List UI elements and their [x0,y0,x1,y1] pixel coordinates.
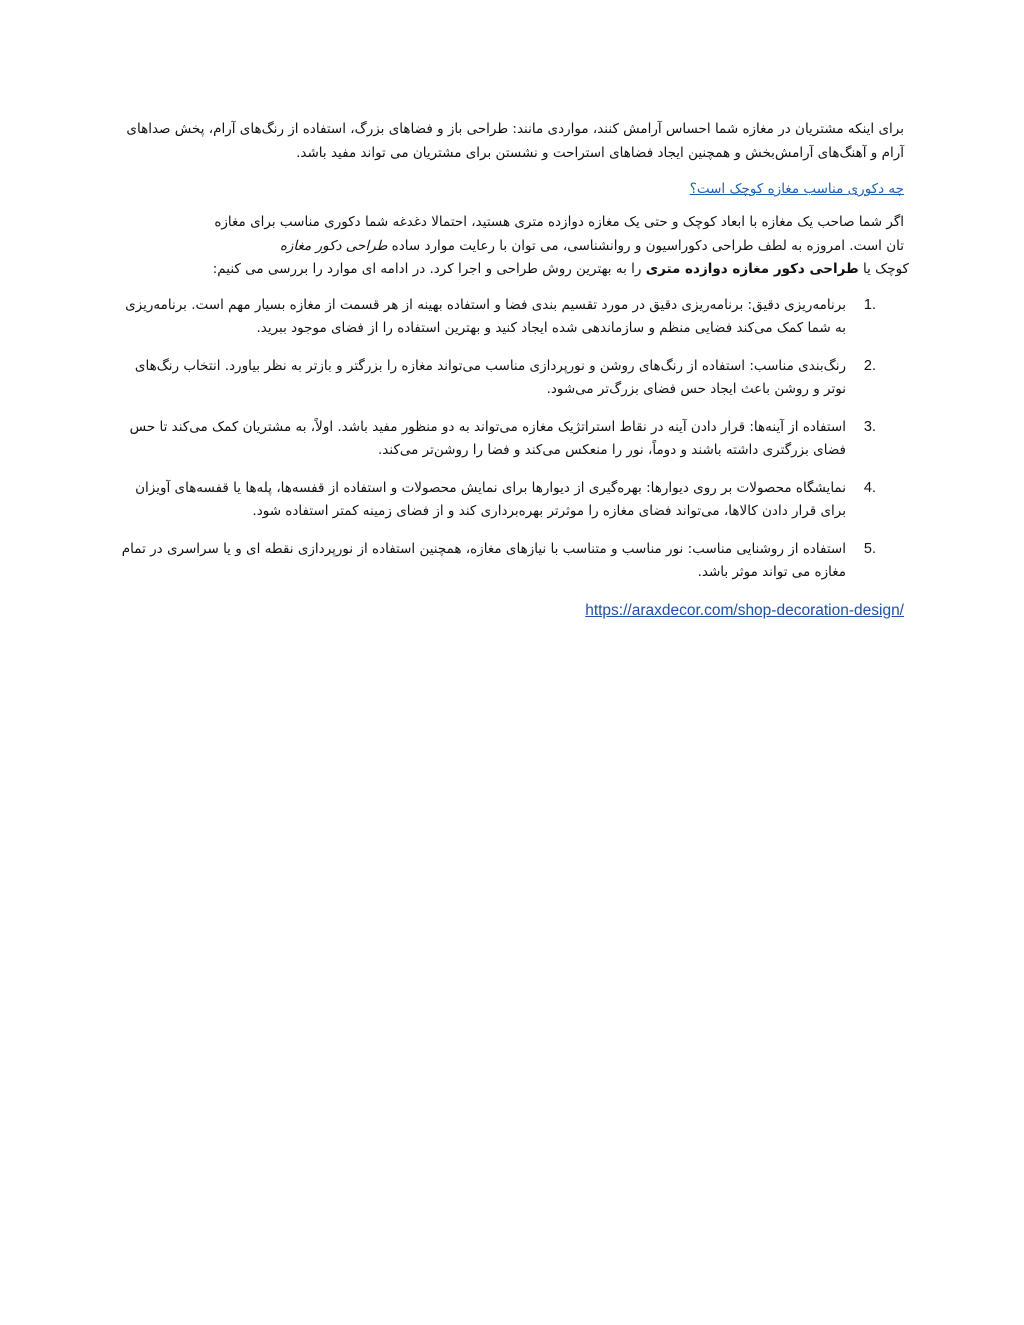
tips-list [110,294,904,585]
list-item-number: 3. [863,418,876,435]
list-item-number: 4. [863,479,876,496]
list-item-text: نمایشگاه محصولات بر روی دیوارها: بهره‌گیری از دیوارها برای نمایش محصولات و استفاده از قفسه‌ها، پله‌ها یا قفسه‌های آویزان برای قرار دادن کالاها، می‌تواند فضای مغازه را موثرتر بهره‌برداری کند و از فضای زمینه کمتر استفاده شود. [135,479,846,519]
list-item [110,355,904,402]
list-item-number: 5. [863,540,876,557]
second-paragraph [110,211,909,282]
list-item-text: رنگ‌بندی مناسب: استفاده از رنگ‌های روشن و نورپردازی مناسب می‌تواند مغازه را بزرگتر و بازتر به نظر بیاورد. انتخاب رنگ‌های نوتر و روشن باعث ایجاد حس فضای بزرگ‌تر می‌شود. [134,357,846,397]
list-item-text: برنامه‌ریزی دقیق: برنامه‌ریزی دقیق در مورد تقسیم بندی فضا و استفاده بهینه از هر قسمت از مغازه بسیار مهم است. برنامه‌ریزی به شما کمک می‌کند فضایی منظم و سازماندهی شده ایجاد کنید و بهترین استفاده را از فضای موجود ببرید. [125,296,846,336]
paragraph-line-3-post: را به بهترین روش طراحی و اجرا کرد. در ادامه ای موارد را بررسی می کنیم: [212,261,646,277]
italic-keyword: طراحی دکور مغازه [279,237,388,254]
list-item-number: 1. [863,296,876,313]
list-item [110,477,904,524]
paragraph-line-1: اگر شما صاحب یک مغازه با ابعاد کوچک و حتی یک مغازه دوازده متری هستید، احتمالا دغدغه شما دکوری مناسب برای مغازه [214,214,904,230]
paragraph-line-3-pre: کوچک یا [858,261,909,277]
bold-keyword: طراحی دکور مغازه دوازده متری [645,261,859,277]
list-item-text: استفاده از آینه‌ها: قرار دادن آینه در نقاط استراتژیک مغازه می‌تواند به دو منظور مفید باشد. اولاً، به مشتریان کمک می‌کند تا حس فضای بزرگتری داشته باشند و دوماً، نور را منعکس می‌کند و فضا را روشن‌تر می‌کند. [129,418,846,458]
list-item [110,538,904,585]
paragraph-line-2 [110,235,904,259]
list-item [110,294,904,341]
document-page [110,118,909,623]
paragraph-line-2-text: تان است. امروزه به لطف طراحی دکوراسیون و روانشناسی، می توان با رعایت موارد ساده [387,237,904,254]
list-item-number: 2. [863,357,876,374]
source-url-link[interactable]: https://araxdecor.com/shop-decoration-design/ [585,601,904,619]
list-item [110,416,904,463]
paragraph-line-3 [110,258,909,282]
section-heading-link[interactable]: چه دکوری مناسب مغازه کوچک است؟ [689,181,904,197]
intro-paragraph: برای اینکه مشتریان در مغازه شما احساس آرامش کنند، مواردی مانند: طراحی باز و فضاهای بزرگ، استفاده از رنگ‌های آرام، پخش صداهای آرام و آهنگ‌های آرامش‌بخش و همچنین ایجاد فضاهای استراحت و نشستن برای مشتریان می تواند مفید باشد. [126,121,904,161]
list-item-text: استفاده از روشنایی مناسب: نور مناسب و متناسب با نیازهای مغازه، همچنین استفاده از نورپردازی نقطه ای و یا سراسری در تمام مغازه می تواند موثر باشد. [121,540,846,580]
